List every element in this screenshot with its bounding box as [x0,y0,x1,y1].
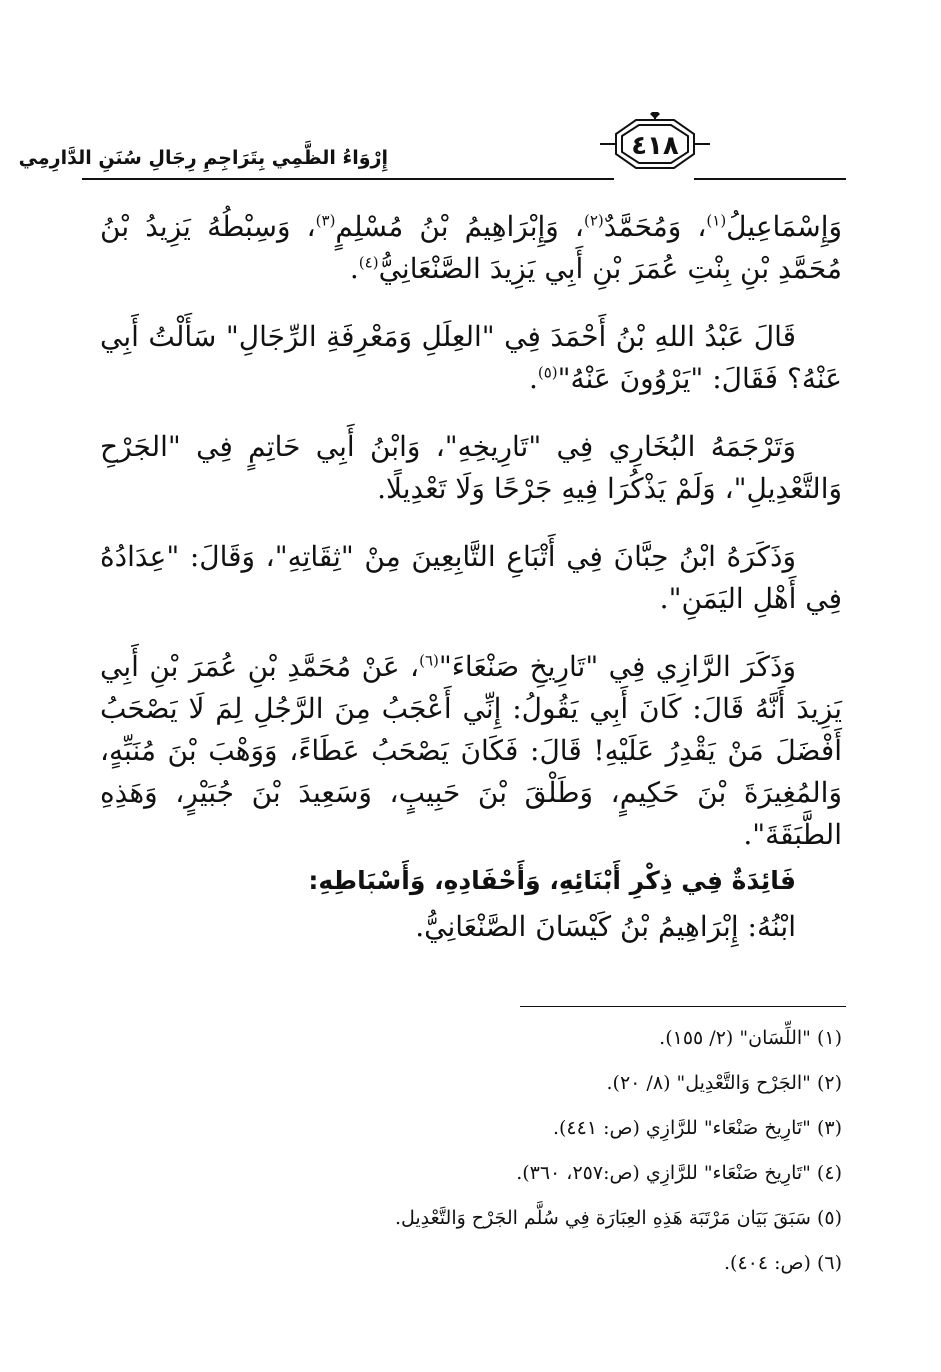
footnote-4: (٤) "تَارِيخ صَنْعَاء" للرَّازِي (ص:٢٥٧، ٣٦٠). [516,1162,842,1184]
header-rule [82,178,614,180]
son-entry: ابْنُهُ: إِبْرَاهِيمُ بْنُ كَيْسَانَ الصَّنْعَانِيُّ. [415,910,796,943]
paragraph-1 [100,206,842,290]
paragraph-text: . [528,362,538,395]
footnote-2: (٢) "الجَرْح وَالتَّعْدِيل" (٨/ ٢٠). [606,1072,842,1094]
paragraph-text: ، وَمُحَمَّدٌ [603,210,707,243]
paragraph-text: وَذَكَرَ الرَّازِي فِي "تَارِيخِ صَنْعَاءَ" [438,650,796,683]
footnote-6: (٦) (ص: ٤٠٤). [724,1252,842,1274]
footnote-3: (٣) "تَارِيخ صَنْعَاء" للرَّازِي (ص: ٤٤١). [552,1117,842,1139]
footnote-5: (٥) سَبَقَ بَيَان مَرْتَبَة هَذِهِ العِبَارَة فِي سُلَّم الجَرْح وَالتَّعْدِيل. [394,1207,842,1229]
footnote-ref-1: (١) [706,211,727,230]
footnote-ref-5: (٥) [537,363,558,382]
running-head-book-title: إِرْوَاءُ الظَّمِي بِتَرَاجِمِ رِجَالِ سُنَنِ الدَّارِمِي [18,147,388,169]
footnote-ref-2: (٢) [583,211,604,230]
main-text [100,206,842,948]
paragraph-4: وَذَكَرَهُ ابْنُ حِبَّانَ فِي أَتْبَاعِ التَّابِعِينَ مِنْ "ثِقَاتِهِ"، وَقَالَ: "عِدَادُهُ فِي أَهْلِ اليَمَنِ". [100,540,842,615]
paragraph-5 [100,646,842,856]
paragraph-text: ، عَنْ مُحَمَّدِ بْنِ عُمَرَ بْنِ أَبِي يَزِيدَ أَنَّهُ قَالَ: كَانَ أَبِي يَقُولُ: إِنِّي أَعْجَبُ مِنَ الرَّجُلِ لِمَ لَا يَصْحَبُ أَفْضَلَ مَنْ يَقْدِرُ عَلَيْهِ! قَالَ: فَكَانَ يَصْحَبُ عَطَاءً، وَوَهْبَ بْنَ مُنَبِّهٍ، وَالمُغِيرَةَ بْنَ حَكِيمٍ، وَطَلْقَ بْنَ حَبِيبٍ، وَسَعِيدَ بْنَ جُبَيْرٍ، وَهَذِهِ الطَّبَقَةَ". [100,650,842,851]
paragraph-text: قَالَ عَبْدُ اللهِ بْنُ أَحْمَدَ فِي "العِلَلِ وَمَعْرِفَةِ الرِّجَالِ" سَأَلْتُ أَبِي عَنْهُ؟ فَقَالَ: "يَرْوُونَ عَنْهُ" [100,320,842,395]
footnote-separator [520,1006,846,1007]
footnote-ref-4: (٤) [358,253,379,272]
paragraph-text: وَإِسْمَاعِيلُ [726,210,843,243]
paragraph-3: وَتَرْجَمَهُ البُخَارِي فِي "تَارِيخِهِ"، وَابْنُ أَبِي حَاتِمٍ فِي "الجَرْحِ وَالتَّعْدِيلِ"، وَلَمْ يَذْكُرَا فِيهِ جَرْحًا وَلَا تَعْدِيلًا. [100,430,842,505]
footnotes [100,1016,842,1286]
paragraph-text: ، وَإِبْرَاهِيمُ بْنُ مُسْلِمٍ [335,210,584,243]
paragraph-text: ، وَسِبْطُهُ يَزِيدُ بْنُ مُحَمَّدِ بْنِ بِنْتِ عُمَرَ بْنِ أَبِي يَزِيدَ الصَّنْعَانِيُّ [100,210,842,285]
footnote-1: (١) "اللِّسَان" (٢/ ١٥٥). [659,1027,842,1049]
paragraph-2 [100,316,842,400]
header-rule [694,178,846,180]
paragraph-text: . [349,252,359,285]
page-number-ornament [600,112,710,176]
footnote-ref-3: (٣) [315,211,336,230]
section-heading: فَائِدَةٌ فِي ذِكْرِ أَبْنَائِهِ، وَأَحْفَادِهِ، وَأَسْبَاطِهِ: [308,866,796,895]
page-number: ٤١٨ [631,131,679,161]
footnote-ref-6: (٦) [419,651,439,670]
